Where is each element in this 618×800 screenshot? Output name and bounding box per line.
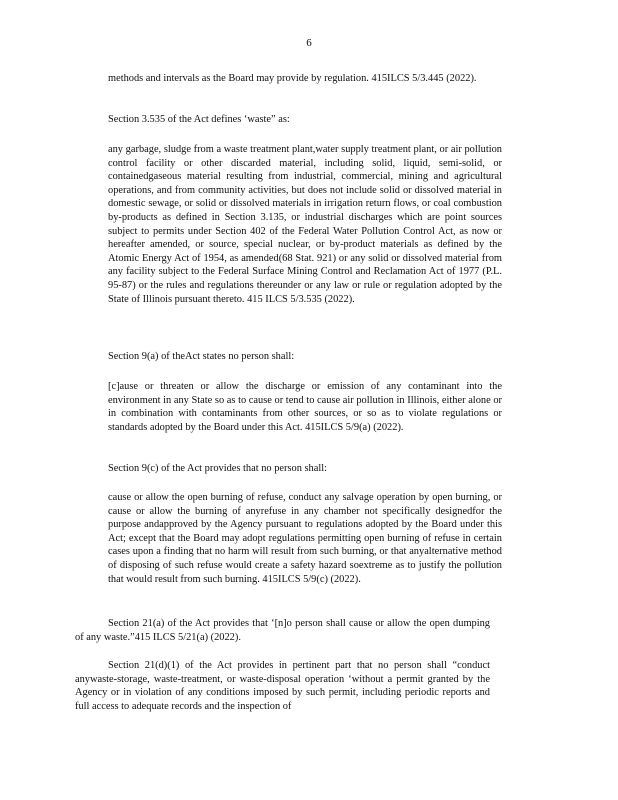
section-9c-quote: cause or allow the open burning of refuse, conduct any salvage operation by open burning, or cause or allow the burning of anyrefuse in any chamber not specifically designedfor the purpose andapproved by the Agency pursuant to regulations adopted by the Board under this Act; except that the Board may adopt regulations permitting open burning of refuse in certain cases upon a finding that no harm will result from such burning, or that anyalternative method of disposing of such refuse would create a safety hazard soextreme as to justify the pollution that would result from such burning. 415ILCS 5/9(c) (2022).: [108, 492, 502, 585]
section-9c-intro: Section 9(c) of the Act provides that no person shall:: [108, 463, 328, 474]
section-9a-quote: [c]ause or threaten or allow the discharge or emission of any contaminant into the environment in any State so as to cause or tend to cause air pollution in Illinois, either alone or in combination with contaminants from other sources, or so as to violate regulations or standards adopted by the Board under this Act. 415ILCS 5/9(a) (2022).: [108, 381, 502, 433]
waste-definition-intro: Section 3.535 of the Act defines ‘waste” as:: [108, 114, 290, 125]
waste-definition-quote: any garbage, sludge from a waste treatment plant,water supply treatment plant, or air pollution control facility or other discarded material, including solid, liquid, semi-solid, or containedgaseous material resulting from industrial, commercial, mining and agricultural operations, and from community activities, but does not include solid or dissolved material in domestic sewage, or solid or dissolved materials in irrigation return flows, or coal combustion by-products as defined in Section 3.135, or industrial discharges which are point sources subject to permits under Section 402 of the Federal Water Pollution Control Act, as now or hereafter amended, or source, special nuclear, or by-product materials as defined by the Atomic Energy Act of 1954, as amended(68 Stat. 921) or any solid or dissolved material from any facility subject to the Federal Surface Mining Control and Reclamation Act of 1977 (P.L. 95-87) or the rules and regulations thereunder or any law or rule or regulation adopted by the State of Illinois pursuant thereto. 415 ILCS 5/3.535 (2022).: [108, 144, 502, 305]
section-21d1-paragraph: Section 21(d)(1) of the Act provides in pertinent part that no person shall “conduct anywaste-storage, waste-treatment, or waste-disposal operation ‘without a permit granted by the Agency or in violation of any conditions imposed by such permit, including periodic reports and full access to adequate records and the inspection of: [75, 660, 490, 712]
continuation-paragraph: methods and intervals as the Board may provide by regulation. 415ILCS 5/3.445 (2022).: [108, 73, 477, 84]
section-21a-paragraph: Section 21(a) of the Act provides that ‘[n]o person shall cause or allow the open dumping of any waste.”415 ILCS 5/21(a) (2022).: [75, 618, 490, 643]
page-number: 6: [306, 37, 312, 49]
section-9a-intro: Section 9(a) of theAct states no person shall:: [108, 351, 295, 362]
